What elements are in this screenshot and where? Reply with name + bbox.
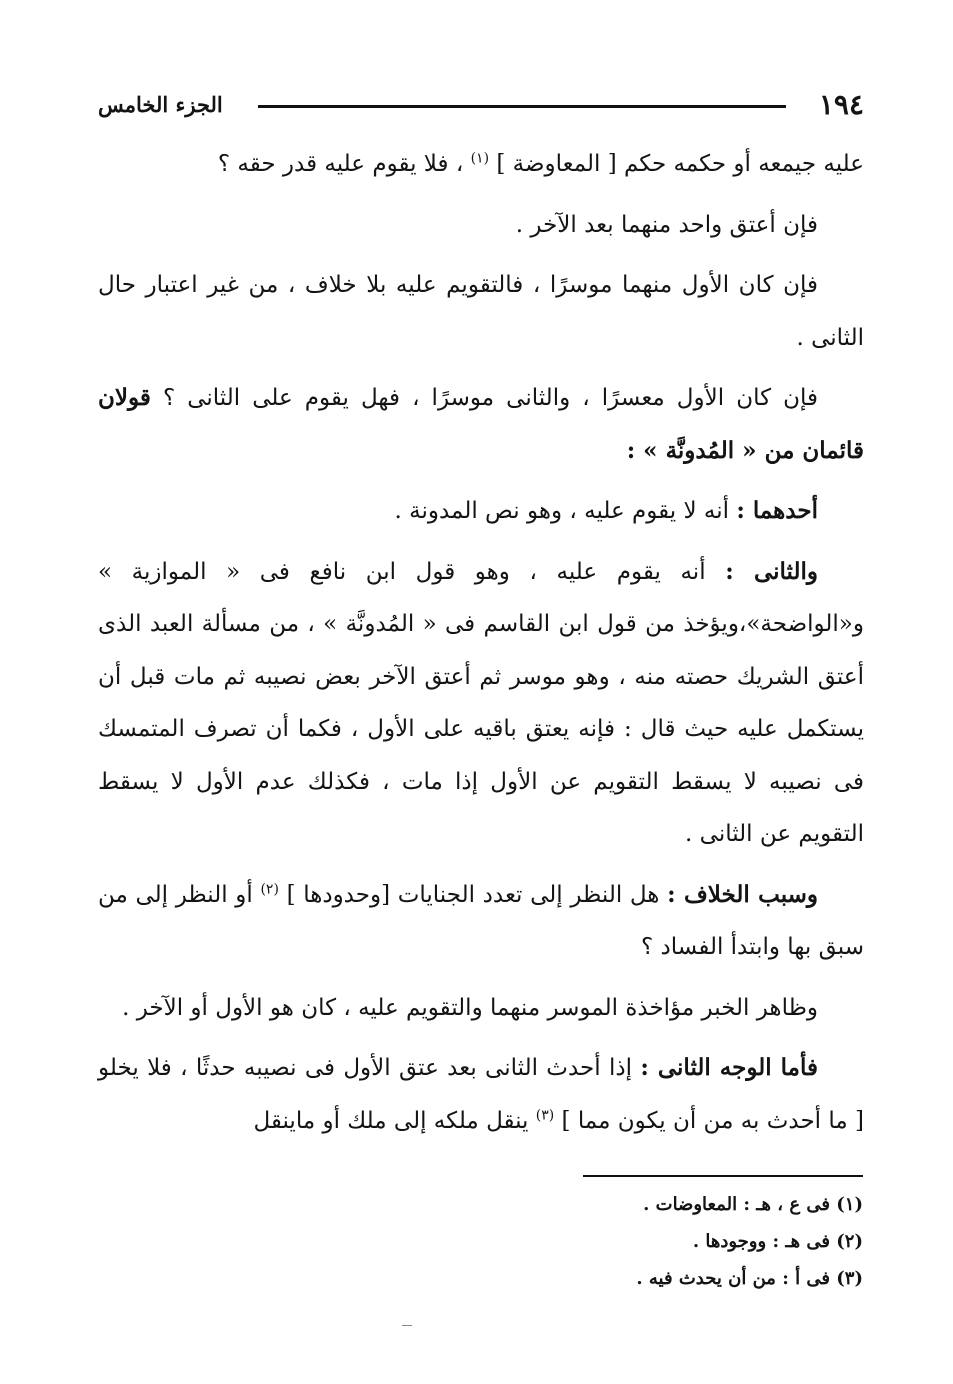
paragraph xyxy=(98,372,864,477)
paragraph-text: فإن كان الأول معسرًا ، والثانى موسرًا ، فهل يقوم على الثانى ؟ xyxy=(150,385,818,411)
paragraph-text: أو النظر إلى من سبق بها وابتدأ الفساد ؟ xyxy=(98,881,864,960)
paragraph xyxy=(98,138,864,191)
footnote-number: (٣) xyxy=(836,1268,863,1289)
footnote-reference: (٣) xyxy=(535,1106,555,1123)
paragraph-text: إذا أحدث الثانى بعد عتق الأول فى نصيبه حدثًا ، فلا يخلو [ ما أحدث به من أن يكون مما ] xyxy=(98,1055,864,1134)
paragraph-text: فإن أعتق واحد منهما بعد الآخر . xyxy=(515,211,818,238)
paragraph xyxy=(98,1042,864,1147)
footnote-text: فى ع ، هـ : المعاوضات . xyxy=(643,1194,837,1215)
body-text xyxy=(98,138,864,1155)
paragraph xyxy=(98,546,864,861)
footnote-text: فى أ : من أن يحدث فيه . xyxy=(636,1268,837,1289)
footnote-number: (٢) xyxy=(836,1231,863,1252)
page-mark xyxy=(402,1325,412,1326)
paragraph-text: وظاهر الخبر مؤاخذة الموسر منهما والتقويم عليه ، كان هو الأول أو الآخر . xyxy=(122,994,818,1021)
bold-text: قولان قائمان من « المُدونَّة » : xyxy=(98,384,864,464)
footnote-reference: (٢) xyxy=(260,880,279,897)
page-header xyxy=(98,86,864,126)
paragraph-text: أنه يقوم عليه ، وهو قول ابن نافع فى « الموازية » و«الواضحة»،ويؤخذ من قول ابن القاسم فى « المُدونَّة » ، من مسألة العبد الذى أعتق الشريك حصته منه ، وهو موسر ثم أعتق الآخر بعض نصيبه ثم مات قبل أن يستكمل عليه حيث قال : فإنه يعتق باقيه على الأول ، فكما أن تصرف المتمسك فى نصيبه لا يسقط التقويم عن الأول إذا مات ، فكذلك عدم الأول لا يسقط التقويم عن الثانى . xyxy=(98,558,864,847)
footnote-separator xyxy=(583,1175,863,1177)
paragraph-text: عليه جيمعه أو حكمه حكم [ المعاوضة ] xyxy=(489,151,864,177)
paragraph xyxy=(98,485,864,538)
footnote-reference: (١) xyxy=(470,150,490,167)
paragraph-text: أنه لا يقوم عليه ، وهو نص المدونة . xyxy=(394,498,737,524)
header-rule xyxy=(258,105,786,108)
footnote-number: (١) xyxy=(836,1194,863,1215)
paragraph-text: ، فلا يقوم عليه قدر حقه ؟ xyxy=(217,151,471,177)
paragraph-lead: أحدهما : xyxy=(736,497,818,524)
page-number: ١٩٤ xyxy=(818,88,864,121)
paragraph-text: هل النظر إلى تعدد الجنايات [وحدودها ] xyxy=(278,881,668,908)
paragraph xyxy=(98,199,864,252)
paragraph-lead: فأما الوجه الثانى : xyxy=(640,1054,819,1081)
footnote xyxy=(363,1223,863,1260)
paragraph-text: فإن كان الأول منهما موسرًا ، فالتقويم عليه بلا خلاف ، من غير اعتبار حال الثانى . xyxy=(98,272,864,351)
paragraph xyxy=(98,869,864,974)
footnote-text: فى هـ : ووجودها . xyxy=(692,1231,837,1252)
paragraph-lead: والثانى : xyxy=(725,557,818,585)
paragraph xyxy=(98,259,864,364)
paragraph xyxy=(98,982,864,1035)
footnote xyxy=(363,1260,863,1297)
footnotes xyxy=(363,1186,863,1297)
paragraph-lead: وسبب الخلاف : xyxy=(667,880,819,908)
running-title: الجزء الخامس xyxy=(98,92,223,117)
paragraph-text: ينقل ملكه إلى ملك أو ماينقل xyxy=(253,1107,536,1134)
footnote xyxy=(363,1186,863,1223)
